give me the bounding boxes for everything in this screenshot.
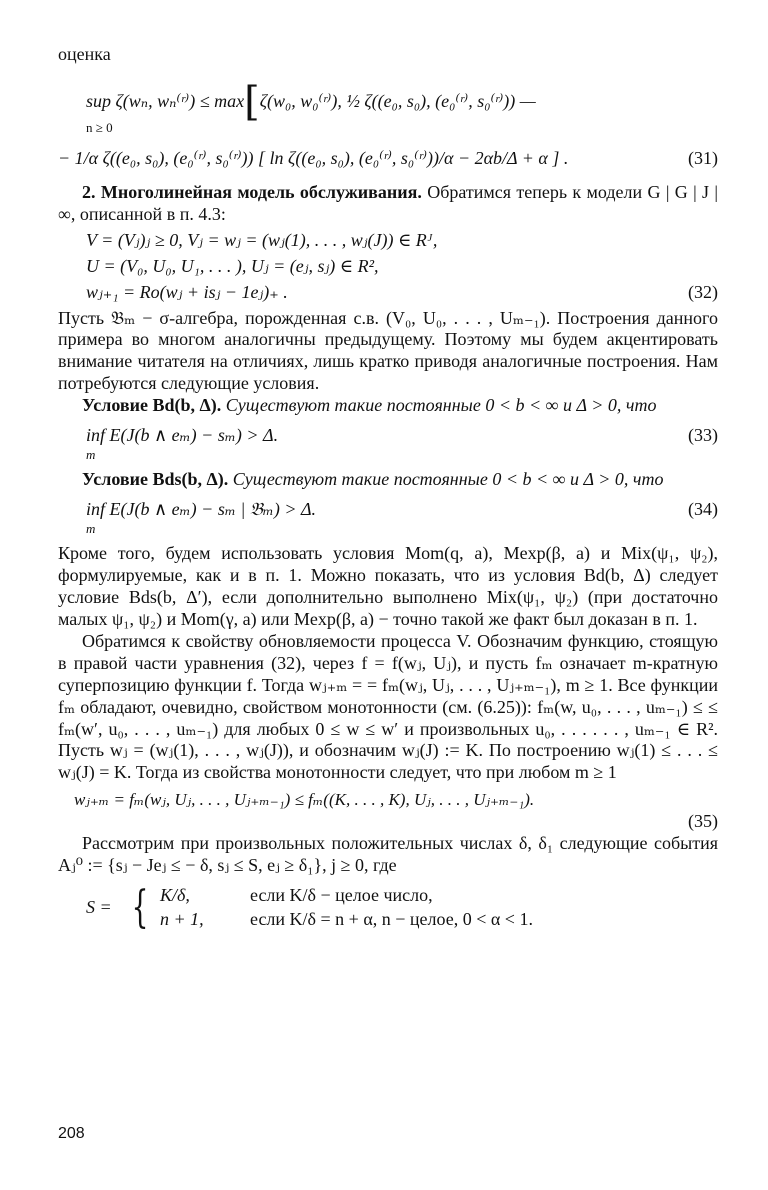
page-body — [58, 44, 718, 939]
equation-33 — [58, 425, 718, 447]
case1-condition: если K/δ − целое число, — [250, 884, 433, 905]
condition-bds-paragraph — [58, 469, 718, 491]
case1-expression: K/δ, — [160, 884, 190, 905]
equation-32 — [58, 282, 718, 304]
case-row-2 — [160, 909, 533, 931]
equation-31-line1 — [86, 78, 718, 125]
condition-bds-label: Условие Bds(b, Δ). — [82, 469, 229, 490]
condition-bds-text: Существуют такие постоянные 0 < b < ∞ и Δ > 0, что — [228, 469, 664, 490]
section-2-paragraph — [58, 182, 718, 226]
equation-number-34: (34) — [688, 499, 718, 520]
definition-u: U = (V₀, U₀, U₁, . . . ), Uⱼ = (eⱼ, sⱼ) ∈ R², — [86, 255, 379, 276]
eq31-bracket-content: ζ(w₀, w₀⁽ʳ⁾), ½ ζ((e₀, s₀), (e₀⁽ʳ⁾, s₀⁽ʳ⁾)) — — [259, 90, 536, 111]
eq34-inf-subscript: m — [86, 521, 96, 537]
cases-rows — [160, 883, 533, 933]
equation-number-31: (31) — [688, 147, 718, 168]
cases-lhs: S = — [86, 896, 112, 917]
intro-word: оценка — [58, 44, 111, 64]
cases-brace: { — [131, 881, 149, 933]
case2-expression: n + 1, — [160, 908, 204, 929]
case-row-1 — [160, 885, 533, 907]
page-number: 208 — [58, 1125, 85, 1142]
paragraph-sigma-algebra: Пусть 𝔅ₘ − σ-алгебра, порожденная с.в. (V₀, U₀, . . . , Uₘ₋₁). Построения данного примера во многом аналогичны предыдущему. Поэтому мы будем акцентировать внимание читателя на отличиях, лишь кратко приводя аналогичные построения. Нам потребуются следующие условия. — [58, 307, 718, 394]
eq34-body: inf E(J(b ∧ eₘ) − sₘ | 𝔅ₘ) > Δ. — [86, 499, 317, 520]
section-2-title: 2. Многолинейная модель обслуживания. — [82, 181, 422, 202]
condition-bd-label: Условие Bd(b, Δ). — [82, 395, 222, 416]
definition-s-cases — [86, 883, 718, 933]
eq31-sup-subscript: n ≥ 0 — [86, 119, 113, 135]
case2-condition: если K/δ = n + α, n − целое, 0 < α < 1. — [250, 908, 533, 929]
eq31-open-bracket: [ — [244, 78, 260, 125]
equation-35: wⱼ₊ₘ = fₘ(wⱼ, Uⱼ, . . . , Uⱼ₊ₘ₋₁) ≤ fₘ((K, . . . , K), Uⱼ, . . . , Uⱼ₊ₘ₋₁). — [74, 790, 535, 810]
eq31-line2-body: − 1/α ζ((e₀, s₀), (e₀⁽ʳ⁾, s₀⁽ʳ⁾)) [ ln ζ((e₀, s₀), (e₀⁽ʳ⁾, s₀⁽ʳ⁾))/α − 2αb/Δ + α ] . — [58, 147, 569, 168]
paragraph-events: Рассмотрим при произвольных положительных числах δ, δ₁ следующие события Aⱼ⁰ := {sⱼ − Jeⱼ ≤ − δ, sⱼ ≤ S, eⱼ ≥ δ₁}, j ≥ 0, где — [58, 833, 718, 875]
condition-bd-text: Существуют такие постоянные 0 < b < ∞ и Δ > 0, что — [221, 395, 657, 416]
section-2-text: Обратимся теперь к модели G | G | J | ∞, описанной в п. 4.3: — [58, 181, 718, 224]
paragraph-renewal: Обратимся к свойству обновляемости процесса V. Обозначим функцию, стоящую в правой части уравнения (32), через f = f(wⱼ, Uⱼ), и пусть fₘ означает m-кратную суперпозицию функции f. Тогда wⱼ₊ₘ = = fₘ(wⱼ, Uⱼ, . . . , Uⱼ₊ₘ₋₁), m ≥ 1. Все функции fₘ обладают, очевидно, свойством монотонности (см. (6.25)): fₘ(w, u₀, . . . , uₘ₋₁) ≤ ≤ fₘ(w′, u₀, . . . , uₘ₋₁) для любых 0 ≤ w ≤ w′ и произвольных u₀, . . . . . . , uₘ₋₁ ∈ R². Пусть wⱼ = (wⱼ(1), . . . , wⱼ(J)), и обозначим wⱼ(J) := K. По построению wⱼ(1) ≤ . . . ≤ wⱼ(J) = K. Тогда из свойства монотонности следует, что при любом m ≥ 1 — [58, 630, 718, 783]
equation-number-33: (33) — [688, 425, 718, 446]
eq31-lhs: sup ζ(wₙ, wₙ⁽ʳ⁾) ≤ max — [86, 90, 245, 111]
equation-34 — [58, 499, 718, 521]
eq33-inf-subscript: m — [86, 447, 96, 463]
paragraph-moment-conditions: Кроме того, будем использовать условия Mom(q, a), Mexp(β, a) и Mix(ψ₁, ψ₂), формулируемые, как и в п. 1. Можно показать, что из условия Bd(b, Δ) следует условие Bds(b, Δ′), если дополнительно выполнено Mix(ψ₁, ψ₂) (при достаточно малых ψ₁, ψ₂) и Mom(γ, a) или Mexp(β, a) − точно такой же факт был доказан в п. 1. — [58, 542, 718, 629]
eq33-body: inf E(J(b ∧ eₘ) − sₘ) > Δ. — [86, 425, 279, 446]
equation-number-32: (32) — [688, 281, 718, 302]
condition-bd-paragraph — [58, 395, 718, 417]
equation-31-line2 — [58, 148, 718, 170]
eq32-body: wⱼ₊₁ = Ro(wⱼ + isⱼ − 1eⱼ)₊ . — [86, 281, 288, 302]
definition-v: V = (Vⱼ)ⱼ ≥ 0, Vⱼ = wⱼ = (wⱼ(1), . . . , wⱼ(J)) ∈ Rᴶ, — [86, 229, 438, 250]
equation-number-35: (35) — [688, 811, 718, 832]
